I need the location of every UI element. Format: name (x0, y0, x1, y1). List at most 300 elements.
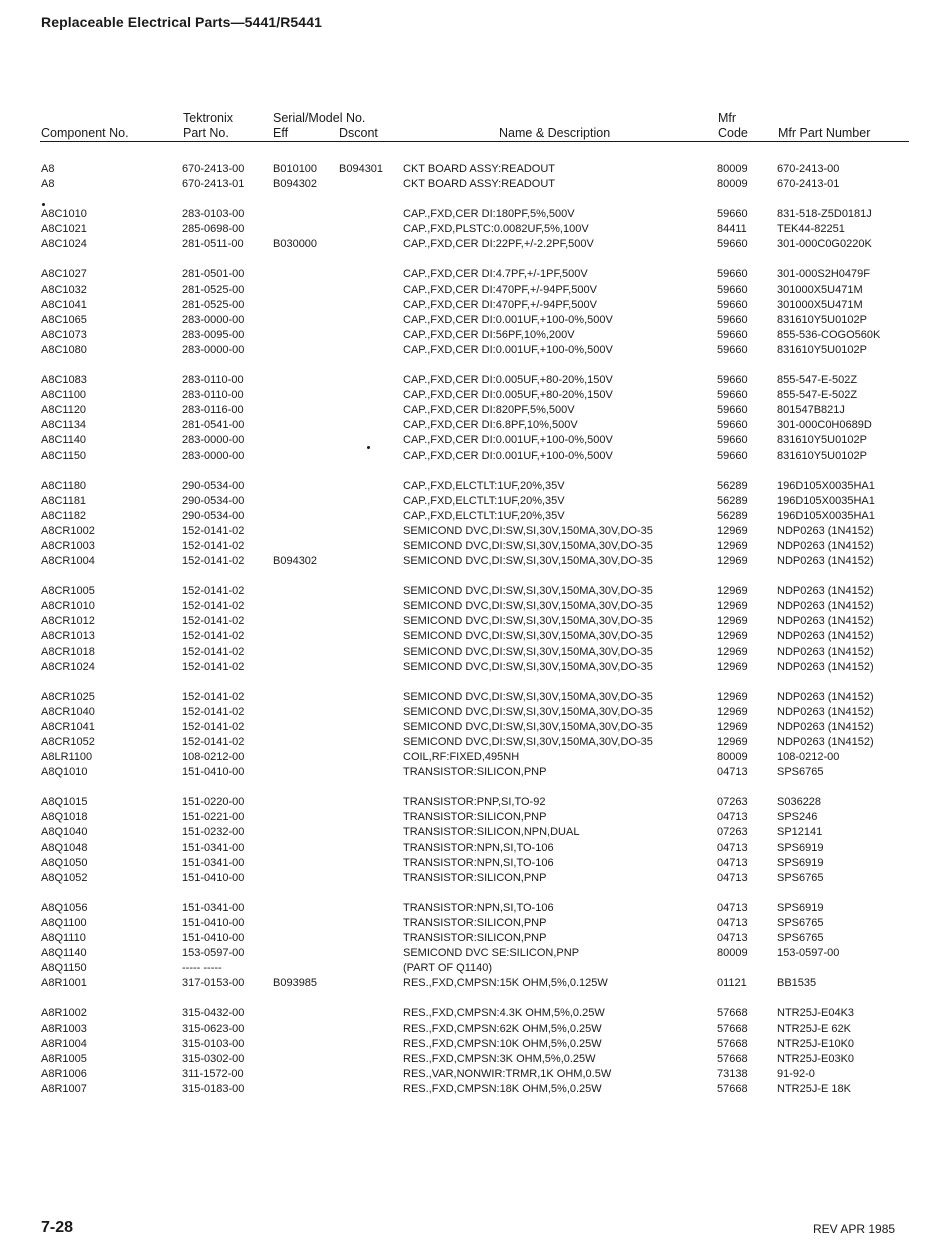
cell-component-no: A8C1010 (41, 208, 87, 221)
header-rule (40, 141, 909, 142)
table-row (0, 810, 950, 825)
cell-serial-eff: B093985 (273, 977, 318, 990)
cell-part-no: 281-0525-00 (182, 283, 245, 296)
cell-name-description: RES.,FXD,CMPSN:18K OHM,5%,0.25W (403, 1082, 602, 1095)
row-group (0, 207, 950, 252)
table-row (0, 449, 950, 464)
cell-mfr-part-number: 855-547-E-502Z (777, 374, 858, 387)
cell-component-no: A8Q1050 (41, 856, 88, 869)
table-row (0, 403, 950, 418)
cell-mfr-code: 57668 (717, 1082, 748, 1095)
cell-name-description: SEMICOND DVC,DI:SW,SI,30V,150MA,30V,DO-35 (403, 555, 653, 568)
cell-part-no: 283-0000-00 (182, 449, 245, 462)
cell-part-no: 152-0141-02 (182, 555, 245, 568)
cell-part-no: 315-0302-00 (182, 1052, 245, 1065)
cell-name-description: SEMICOND DVC,DI:SW,SI,30V,150MA,30V,DO-35 (403, 720, 653, 733)
cell-component-no: A8CR1005 (41, 585, 95, 598)
table-row (0, 735, 950, 750)
table-row (0, 931, 950, 946)
cell-name-description: SEMICOND DVC,DI:SW,SI,30V,150MA,30V,DO-35 (403, 660, 653, 673)
cell-mfr-code: 59660 (717, 434, 748, 447)
table-row (0, 946, 950, 961)
cell-component-no: A8Q1010 (41, 766, 88, 779)
cell-part-no: 152-0141-02 (182, 720, 245, 733)
table-row (0, 298, 950, 313)
cell-mfr-part-number: 831610Y5U0102P (777, 434, 867, 447)
cell-part-no: 315-0432-00 (182, 1007, 245, 1020)
cell-part-no: ----- ----- (182, 962, 222, 975)
cell-mfr-part-number: 831610Y5U0102P (777, 449, 867, 462)
cell-part-no: 290-0534-00 (182, 479, 245, 492)
table-row (0, 373, 950, 388)
cell-component-no: A8C1073 (41, 328, 87, 341)
row-group (0, 162, 950, 192)
cell-component-no: A8C1032 (41, 283, 87, 296)
row-group (0, 1006, 950, 1097)
cell-part-no: 151-0220-00 (182, 796, 245, 809)
cell-name-description: RES.,FXD,CMPSN:3K OHM,5%,0.25W (403, 1052, 596, 1065)
cell-name-description: CKT BOARD ASSY:READOUT (403, 178, 556, 191)
cell-part-no: 152-0141-02 (182, 645, 245, 658)
row-group (0, 901, 950, 992)
cell-name-description: SEMICOND DVC,DI:SW,SI,30V,150MA,30V,DO-35 (403, 736, 653, 748)
cell-part-no: 152-0141-02 (182, 630, 245, 643)
cell-component-no: A8CR1004 (41, 555, 95, 568)
table-row (0, 328, 950, 343)
cell-part-no: 152-0141-02 (182, 539, 245, 552)
cell-mfr-code: 12969 (717, 660, 748, 673)
cell-part-no: 152-0141-02 (182, 690, 245, 703)
cell-part-no: 283-0000-00 (182, 434, 245, 447)
cell-mfr-code: 12969 (717, 600, 748, 613)
cell-mfr-part-number: 108-0212-00 (777, 751, 840, 764)
cell-mfr-code: 59660 (717, 283, 748, 296)
cell-part-no: 283-0000-00 (182, 343, 245, 356)
table-row (0, 871, 950, 886)
cell-mfr-part-number: NTR25J-E 62K (777, 1022, 851, 1035)
cell-mfr-part-number: NDP0263 (1N4152) (777, 630, 874, 643)
cell-part-no: 152-0141-02 (182, 600, 245, 613)
cell-part-no: 151-0221-00 (182, 811, 245, 824)
table-row (0, 524, 950, 539)
cell-serial-eff: B094302 (273, 178, 318, 191)
cell-name-description: SEMICOND DVC,DI:SW,SI,30V,150MA,30V,DO-35 (403, 524, 653, 537)
table-row (0, 705, 950, 720)
cell-part-no: 151-0410-00 (182, 916, 245, 929)
table-row (0, 177, 950, 192)
cell-component-no: A8C1150 (41, 449, 87, 462)
table-row (0, 629, 950, 644)
cell-mfr-code: 56289 (717, 479, 748, 492)
cell-part-no: 152-0141-02 (182, 736, 245, 748)
cell-mfr-part-number: 831610Y5U0102P (777, 343, 867, 356)
cell-name-description: TRANSISTOR:SILICON,PNP (403, 871, 547, 884)
cell-component-no: A8C1024 (41, 238, 87, 251)
cell-part-no: 152-0141-02 (182, 660, 245, 673)
cell-mfr-part-number: 301-000C0G0220K (777, 238, 872, 251)
cell-mfr-code: 59660 (717, 208, 748, 221)
cell-component-no: A8Q1150 (41, 962, 87, 975)
cell-part-no: 283-0110-00 (182, 374, 244, 387)
cell-mfr-code: 59660 (717, 298, 748, 311)
cell-name-description: CAP.,FXD,CER DI:0.005UF,+80-20%,150V (403, 389, 613, 402)
cell-component-no: A8C1021 (41, 223, 87, 236)
cell-mfr-code: 57668 (717, 1037, 748, 1050)
cell-mfr-code: 12969 (717, 524, 748, 537)
cell-part-no: 151-0410-00 (182, 871, 245, 884)
cell-component-no: A8Q1040 (41, 826, 88, 839)
cell-mfr-code: 57668 (717, 1052, 748, 1065)
table-row (0, 841, 950, 856)
table-row (0, 720, 950, 735)
cell-mfr-part-number: NDP0263 (1N4152) (777, 539, 874, 552)
row-group (0, 690, 950, 781)
cell-mfr-code: 56289 (717, 509, 748, 522)
cell-mfr-code: 57668 (717, 1022, 748, 1035)
cell-part-no: 283-0000-00 (182, 313, 245, 326)
cell-component-no: A8R1006 (41, 1067, 87, 1080)
cell-name-description: SEMICOND DVC,DI:SW,SI,30V,150MA,30V,DO-35 (403, 600, 653, 613)
cell-part-no: 283-0095-00 (182, 328, 245, 341)
cell-name-description: CAP.,FXD,CER DI:56PF,10%,200V (403, 328, 575, 341)
table-row (0, 1067, 950, 1082)
cell-name-description: CAP.,FXD,CER DI:180PF,5%,500V (403, 208, 575, 221)
cell-mfr-part-number: NDP0263 (1N4152) (777, 736, 874, 748)
cell-mfr-code: 12969 (717, 690, 748, 703)
cell-serial-eff: B094302 (273, 555, 318, 568)
cell-name-description: SEMICOND DVC,DI:SW,SI,30V,150MA,30V,DO-35 (403, 705, 653, 718)
cell-name-description: TRANSISTOR:NPN,SI,TO-106 (403, 901, 554, 914)
cell-name-description: CAP.,FXD,CER DI:0.001UF,+100-0%,500V (403, 434, 613, 447)
scan-mark (367, 446, 370, 449)
table-row (0, 237, 950, 252)
cell-mfr-part-number: NDP0263 (1N4152) (777, 705, 874, 718)
table-row (0, 856, 950, 871)
cell-mfr-code: 80009 (717, 947, 748, 960)
cell-part-no: 315-0183-00 (182, 1082, 245, 1095)
cell-mfr-code: 59660 (717, 343, 748, 356)
cell-name-description: CAP.,FXD,PLSTC:0.0082UF,5%,100V (403, 223, 589, 236)
cell-mfr-code: 07263 (717, 826, 748, 839)
cell-part-no: 281-0501-00 (182, 268, 245, 281)
cell-part-no: 290-0534-00 (182, 509, 245, 522)
cell-mfr-code: 12969 (717, 615, 748, 628)
cell-component-no: A8Q1018 (41, 811, 88, 824)
cell-component-no: A8CR1024 (41, 660, 95, 673)
table-row (0, 509, 950, 524)
cell-name-description: TRANSISTOR:PNP,SI,TO-92 (403, 796, 546, 809)
cell-mfr-part-number: NDP0263 (1N4152) (777, 645, 874, 658)
cell-component-no: A8R1001 (41, 977, 87, 990)
cell-mfr-part-number: NTR25J-E04K3 (777, 1007, 855, 1020)
table-row (0, 750, 950, 765)
cell-part-no: 283-0103-00 (182, 208, 245, 221)
cell-part-no: 151-0341-00 (182, 901, 245, 914)
table-row (0, 313, 950, 328)
row-group (0, 479, 950, 570)
cell-component-no: A8C1181 (41, 494, 87, 507)
cell-name-description: TRANSISTOR:NPN,SI,TO-106 (403, 856, 554, 869)
cell-part-no: 153-0597-00 (182, 947, 245, 960)
cell-component-no: A8Q1110 (41, 932, 86, 945)
table-row (0, 162, 950, 177)
cell-part-no: 152-0141-02 (182, 585, 245, 598)
cell-name-description: CAP.,FXD,ELCTLT:1UF,20%,35V (403, 509, 565, 522)
cell-part-no: 281-0511-00 (182, 238, 244, 251)
cell-mfr-code: 12969 (717, 555, 748, 568)
table-row (0, 418, 950, 433)
cell-name-description: SEMICOND DVC,DI:SW,SI,30V,150MA,30V,DO-35 (403, 645, 653, 658)
cell-component-no: A8R1005 (41, 1052, 87, 1065)
col-header-part-no: Part No. (183, 126, 229, 140)
cell-component-no: A8 (41, 178, 55, 191)
table-row (0, 660, 950, 675)
cell-mfr-part-number: SPS6919 (777, 856, 824, 869)
cell-mfr-part-number: NTR25J-E10K0 (777, 1037, 855, 1050)
row-group (0, 373, 950, 464)
cell-component-no: A8 (41, 163, 55, 175)
cell-serial-dscont: B094301 (339, 163, 384, 175)
table-row (0, 1006, 950, 1021)
cell-mfr-code: 59660 (717, 404, 748, 417)
cell-component-no: A8C1140 (41, 434, 87, 447)
cell-mfr-part-number: SPS6919 (777, 901, 824, 914)
cell-name-description: SEMICOND DVC,DI:SW,SI,30V,150MA,30V,DO-35 (403, 585, 653, 598)
cell-component-no: A8Q1140 (41, 947, 87, 960)
cell-part-no: 311-1572-00 (182, 1067, 244, 1080)
cell-mfr-code: 59660 (717, 313, 748, 326)
cell-component-no: A8C1041 (41, 298, 87, 311)
col-header-mfr-part-number: Mfr Part Number (778, 126, 871, 140)
cell-mfr-part-number: SPS6765 (777, 916, 824, 929)
cell-mfr-part-number: 831610Y5U0102P (777, 313, 867, 326)
cell-name-description: (PART OF Q1140) (403, 962, 493, 975)
cell-name-description: RES.,FXD,CMPSN:10K OHM,5%,0.25W (403, 1037, 602, 1050)
cell-mfr-part-number: NDP0263 (1N4152) (777, 615, 874, 628)
cell-mfr-code: 04713 (717, 932, 748, 945)
cell-name-description: CAP.,FXD,ELCTLT:1UF,20%,35V (403, 494, 565, 507)
row-group (0, 267, 950, 358)
cell-name-description: RES.,VAR,NONWIR:TRMR,1K OHM,0.5W (403, 1067, 612, 1080)
cell-mfr-code: 59660 (717, 374, 748, 387)
cell-mfr-part-number: S036228 (777, 796, 822, 809)
table-row (0, 207, 950, 222)
cell-mfr-part-number: 855-536-COGO560K (777, 328, 881, 341)
cell-component-no: A8CR1052 (41, 736, 95, 748)
cell-name-description: TRANSISTOR:SILICON,PNP (403, 932, 547, 945)
cell-component-no: A8CR1040 (41, 705, 95, 718)
cell-name-description: CAP.,FXD,ELCTLT:1UF,20%,35V (403, 479, 565, 492)
cell-part-no: 151-0232-00 (182, 826, 245, 839)
cell-mfr-code: 12969 (717, 705, 748, 718)
cell-name-description: TRANSISTOR:SILICON,PNP (403, 811, 547, 824)
cell-name-description: CAP.,FXD,CER DI:6.8PF,10%,500V (403, 419, 578, 432)
cell-part-no: 315-0103-00 (182, 1037, 245, 1050)
cell-mfr-code: 12969 (717, 645, 748, 658)
cell-mfr-code: 04713 (717, 856, 748, 869)
cell-part-no: 281-0541-00 (182, 419, 245, 432)
col-header-dscont: Dscont (339, 126, 378, 140)
cell-mfr-part-number: 196D105X0035HA1 (777, 494, 875, 507)
table-row (0, 690, 950, 705)
cell-component-no: A8C1065 (41, 313, 87, 326)
cell-mfr-part-number: SPS6765 (777, 871, 824, 884)
cell-name-description: SEMICOND DVC,DI:SW,SI,30V,150MA,30V,DO-35 (403, 690, 653, 703)
table-row (0, 1037, 950, 1052)
cell-part-no: 315-0623-00 (182, 1022, 245, 1035)
cell-component-no: A8CR1018 (41, 645, 95, 658)
cell-mfr-part-number: NDP0263 (1N4152) (777, 720, 874, 733)
cell-component-no: A8CR1012 (41, 615, 95, 628)
cell-part-no: 108-0212-00 (182, 751, 245, 764)
cell-mfr-part-number: NTR25J-E03K0 (777, 1052, 855, 1065)
cell-name-description: RES.,FXD,CMPSN:4.3K OHM,5%,0.25W (403, 1007, 605, 1020)
cell-part-no: 670-2413-00 (182, 163, 245, 175)
cell-serial-eff: B010100 (273, 163, 318, 175)
cell-component-no: A8Q1052 (41, 871, 88, 884)
cell-mfr-part-number: NTR25J-E 18K (777, 1082, 851, 1095)
cell-mfr-part-number: 301-000C0H0689D (777, 419, 872, 432)
cell-part-no: 152-0141-02 (182, 705, 245, 718)
cell-mfr-part-number: 801547B821J (777, 404, 845, 417)
table-row (0, 283, 950, 298)
table-row (0, 267, 950, 282)
cell-mfr-code: 59660 (717, 238, 748, 251)
cell-name-description: CAP.,FXD,CER DI:820PF,5%,500V (403, 404, 575, 417)
table-row (0, 645, 950, 660)
cell-mfr-code: 57668 (717, 1007, 748, 1020)
cell-component-no: A8C1027 (41, 268, 87, 281)
row-group (0, 584, 950, 675)
cell-mfr-code: 80009 (717, 178, 748, 191)
cell-mfr-part-number: 670-2413-01 (777, 178, 840, 191)
cell-mfr-code: 04713 (717, 811, 748, 824)
col-header-name-description: Name & Description (499, 126, 611, 140)
cell-name-description: RES.,FXD,CMPSN:62K OHM,5%,0.25W (403, 1022, 602, 1035)
cell-name-description: SEMICOND DVC,DI:SW,SI,30V,150MA,30V,DO-35 (403, 630, 653, 643)
parts-table (0, 162, 950, 1112)
cell-part-no: 670-2413-01 (182, 178, 245, 191)
page-title: Replaceable Electrical Parts—5441/R5441 (41, 14, 322, 30)
cell-part-no: 151-0341-00 (182, 856, 245, 869)
table-row (0, 825, 950, 840)
cell-mfr-part-number: 831-518-Z5D0181J (777, 208, 872, 221)
cell-name-description: CAP.,FXD,CER DI:0.001UF,+100-0%,500V (403, 449, 613, 462)
cell-mfr-code: 59660 (717, 268, 748, 281)
cell-part-no: 151-0410-00 (182, 932, 245, 945)
cell-name-description: TRANSISTOR:SILICON,NPN,DUAL (403, 826, 580, 839)
col-header-code: Code (718, 126, 748, 140)
cell-mfr-code: 04713 (717, 916, 748, 929)
cell-mfr-part-number: 91-92-0 (777, 1067, 815, 1080)
cell-component-no: A8Q1015 (41, 796, 88, 809)
table-row (0, 1052, 950, 1067)
cell-name-description: CAP.,FXD,CER DI:22PF,+/-2.2PF,500V (403, 238, 594, 251)
cell-component-no: A8CR1010 (41, 600, 95, 613)
table-row (0, 765, 950, 780)
cell-part-no: 285-0698-00 (182, 223, 245, 236)
cell-name-description: CAP.,FXD,CER DI:470PF,+/-94PF,500V (403, 298, 597, 311)
cell-mfr-code: 12969 (717, 630, 748, 643)
cell-mfr-part-number: 670-2413-00 (777, 163, 840, 175)
cell-mfr-part-number: TEK44-82251 (777, 223, 845, 236)
cell-component-no: A8R1004 (41, 1037, 87, 1050)
table-row (0, 614, 950, 629)
cell-component-no: A8C1120 (41, 404, 87, 417)
cell-name-description: TRANSISTOR:NPN,SI,TO-106 (403, 841, 554, 854)
cell-component-no: A8C1100 (41, 389, 87, 402)
table-row (0, 961, 950, 976)
cell-mfr-part-number: 301000X5U471M (777, 283, 863, 296)
cell-mfr-part-number: NDP0263 (1N4152) (777, 660, 874, 673)
table-row (0, 795, 950, 810)
cell-component-no: A8R1007 (41, 1082, 87, 1095)
cell-part-no: 290-0534-00 (182, 494, 245, 507)
cell-component-no: A8CR1003 (41, 539, 95, 552)
table-row (0, 479, 950, 494)
cell-mfr-code: 59660 (717, 328, 748, 341)
cell-mfr-code: 04713 (717, 871, 748, 884)
cell-component-no: A8Q1100 (41, 916, 87, 929)
cell-part-no: 151-0410-00 (182, 766, 245, 779)
cell-name-description: COIL,RF:FIXED,495NH (403, 751, 520, 764)
cell-name-description: CKT BOARD ASSY:READOUT (403, 163, 556, 175)
cell-component-no: A8CR1025 (41, 690, 95, 703)
cell-component-no: A8Q1056 (41, 901, 88, 914)
cell-mfr-part-number: SPS6765 (777, 766, 824, 779)
cell-mfr-code: 12969 (717, 720, 748, 733)
cell-mfr-code: 04713 (717, 766, 748, 779)
cell-mfr-code: 12969 (717, 539, 748, 552)
cell-name-description: SEMICOND DVC,DI:SW,SI,30V,150MA,30V,DO-35 (403, 539, 653, 552)
cell-mfr-part-number: NDP0263 (1N4152) (777, 585, 874, 598)
cell-mfr-part-number: 196D105X0035HA1 (777, 509, 875, 522)
cell-mfr-code: 12969 (717, 736, 748, 748)
cell-mfr-code: 59660 (717, 419, 748, 432)
cell-mfr-part-number: 855-547-E-502Z (777, 389, 858, 402)
cell-mfr-code: 01121 (717, 977, 747, 990)
cell-mfr-part-number: SPS246 (777, 811, 818, 824)
cell-component-no: A8R1003 (41, 1022, 87, 1035)
cell-mfr-code: 07263 (717, 796, 748, 809)
table-row (0, 343, 950, 358)
cell-name-description: CAP.,FXD,CER DI:0.005UF,+80-20%,150V (403, 374, 613, 387)
cell-name-description: SEMICOND DVC,DI:SW,SI,30V,150MA,30V,DO-35 (403, 615, 653, 628)
table-row (0, 1082, 950, 1097)
row-group (0, 795, 950, 886)
table-row (0, 433, 950, 448)
cell-component-no: A8C1134 (41, 419, 87, 432)
revision-date: REV APR 1985 (813, 1222, 896, 1236)
cell-mfr-part-number: NDP0263 (1N4152) (777, 524, 874, 537)
table-row (0, 916, 950, 931)
table-row (0, 901, 950, 916)
col-header-serial-model: Serial/Model No. (273, 111, 366, 125)
cell-component-no: A8CR1013 (41, 630, 95, 643)
table-row (0, 494, 950, 509)
cell-part-no: 152-0141-02 (182, 524, 245, 537)
table-row (0, 599, 950, 614)
cell-part-no: 283-0116-00 (182, 404, 244, 417)
cell-name-description: RES.,FXD,CMPSN:15K OHM,5%,0.125W (403, 977, 608, 990)
cell-mfr-part-number: 196D105X0035HA1 (777, 479, 875, 492)
cell-mfr-part-number: SPS6765 (777, 932, 824, 945)
table-row (0, 388, 950, 403)
table-row (0, 584, 950, 599)
cell-component-no: A8C1182 (41, 509, 87, 522)
cell-name-description: TRANSISTOR:SILICON,PNP (403, 916, 547, 929)
col-header-mfr: Mfr (718, 111, 737, 125)
